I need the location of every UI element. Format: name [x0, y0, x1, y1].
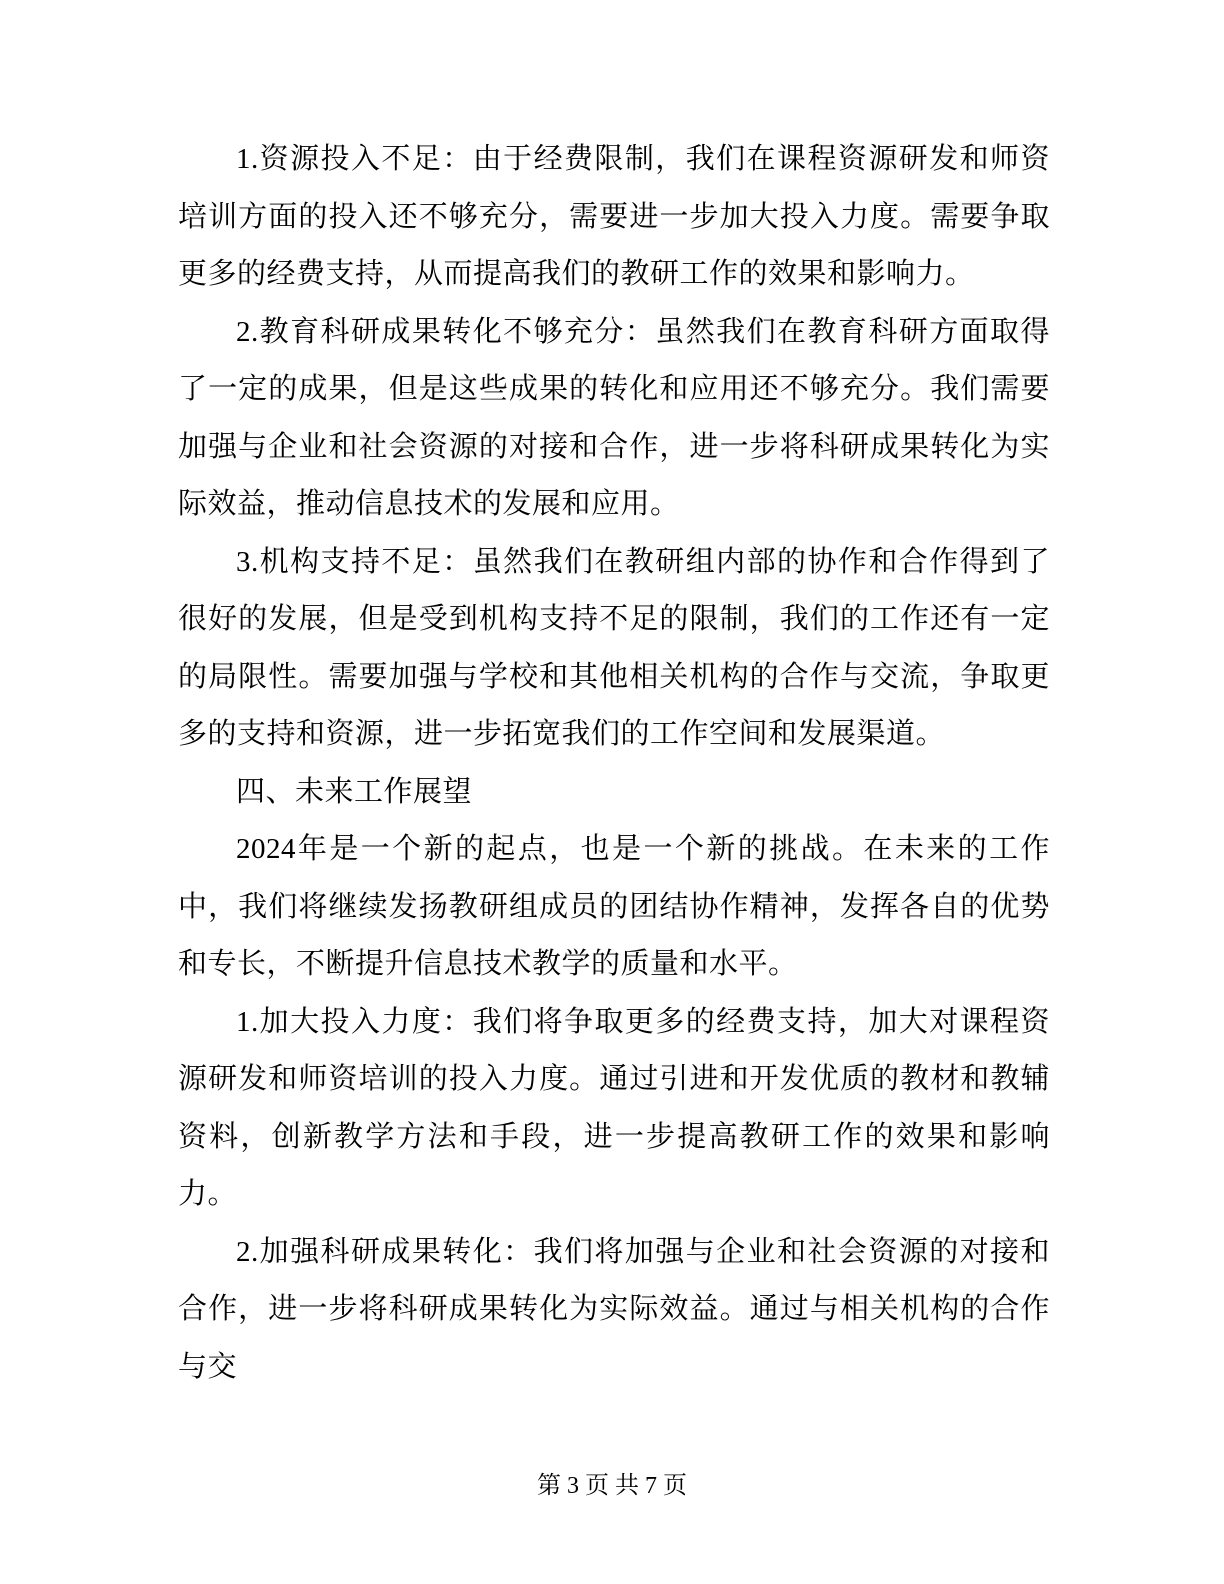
section-heading-future-outlook: 四、未来工作展望 [236, 775, 473, 808]
paragraph-issue-2: 2.教育科研成果转化不够充分：虽然我们在教育科研方面取得了一定的成果，但是这些成果的转化和应用还不够充分。我们需要加强与企业和社会资源的对接和合作，进一步将科研成果转化为实际效益，推动信息技术的发展和应用。 [178, 315, 1050, 520]
document-body [178, 131, 1050, 1396]
paragraph-issue-3: 3.机构支持不足：虽然我们在教研组内部的协作和合作得到了很好的发展，但是受到机构支持不足的限制，我们的工作还有一定的局限性。需要加强与学校和其他相关机构的合作与交流，争取更多的支持和资源，进一步拓宽我们的工作空间和发展渠道。 [178, 545, 1050, 750]
paragraph-plan-2: 2.加强科研成果转化：我们将加强与企业和社会资源的对接和合作，进一步将科研成果转化为实际效益。通过与相关机构的合作与交 [178, 1235, 1050, 1383]
paragraph-plan-1: 1.加大投入力度：我们将争取更多的经费支持，加大对课程资源研发和师资培训的投入力度。通过引进和开发优质的教材和教辅资料，创新教学方法和手段，进一步提高教研工作的效果和影响力。 [178, 1005, 1050, 1210]
paragraph-issue-1: 1.资源投入不足：由于经费限制，我们在课程资源研发和师资培训方面的投入还不够充分，需要进一步加大投入力度。需要争取更多的经费支持，从而提高我们的教研工作的效果和影响力。 [178, 143, 1050, 290]
paragraph-outlook-intro: 2024年是一个新的起点，也是一个新的挑战。在未来的工作中，我们将继续发扬教研组成员的团结协作精神，发挥各自的优势和专长，不断提升信息技术教学的质量和水平。 [178, 833, 1050, 980]
page-number-footer: 第 3 页 共 7 页 [537, 1473, 687, 1499]
